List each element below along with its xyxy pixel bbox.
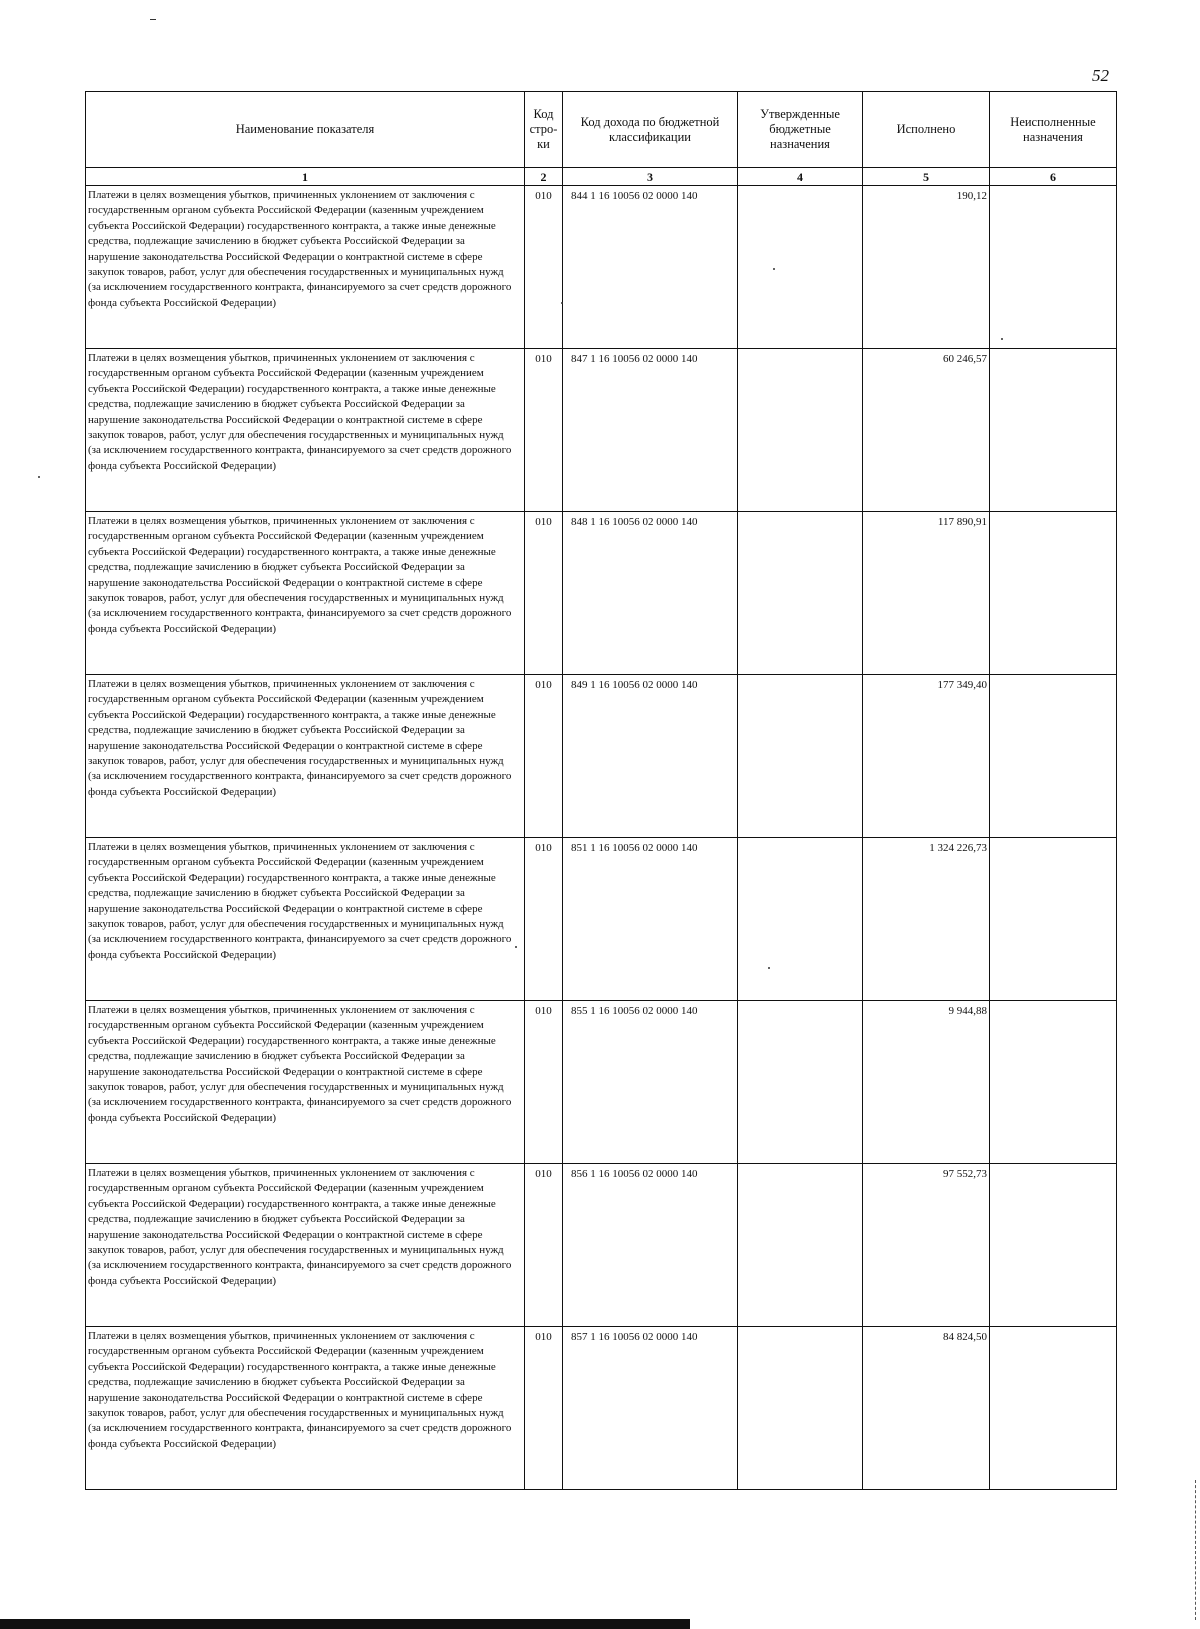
row-name-cell: Платежи в целях возмещения убытков, причиненных уклонением от заключения с государственным органом субъекта Российской Федерации (казенным учреждением субъекта Российской Федерации) государственного контракта, а также иные денежные средства, подлежащие зачислению в бюджет субъекта Российской Федерации за нарушение законодательства Российской Федерации о контрактной системе в сфере закупок товаров, работ, услуг для обеспечения государственных и муниципальных нужд (за исключением государственного контракта, финансируемого за счет средств дорожного фонда субъекта Российской Федерации) [86,1327,525,1490]
row-unexecuted-cell [990,1001,1117,1164]
row-executed-cell: 9 944,88 [863,1001,990,1164]
scan-speck [773,268,775,270]
table-header-row [86,92,1117,168]
row-approved-cell [738,512,863,675]
column-number: 6 [990,168,1117,186]
row-income-code-cell: 857 1 16 10056 02 0000 140 [563,1327,738,1490]
row-line-code-cell: 010 [525,1327,563,1490]
row-executed-cell: 60 246,57 [863,349,990,512]
scan-mark-top [150,19,156,20]
row-income-code-cell: 847 1 16 10056 02 0000 140 [563,349,738,512]
row-name-cell: Платежи в целях возмещения убытков, причиненных уклонением от заключения с государственным органом субъекта Российской Федерации (казенным учреждением субъекта Российской Федерации) государственного контракта, а также иные денежные средства, подлежащие зачислению в бюджет субъекта Российской Федерации за нарушение законодательства Российской Федерации о контрактной системе в сфере закупок товаров, работ, услуг для обеспечения государственных и муниципальных нужд (за исключением государственного контракта, финансируемого за счет средств дорожного фонда субъекта Российской Федерации) [86,512,525,675]
row-name-cell: Платежи в целях возмещения убытков, причиненных уклонением от заключения с государственным органом субъекта Российской Федерации (казенным учреждением субъекта Российской Федерации) государственного контракта, а также иные денежные средства, подлежащие зачислению в бюджет субъекта Российской Федерации за нарушение законодательства Российской Федерации о контрактной системе в сфере закупок товаров, работ, услуг для обеспечения государственных и муниципальных нужд (за исключением государственного контракта, финансируемого за счет средств дорожного фонда субъекта Российской Федерации) [86,838,525,1001]
row-unexecuted-cell [990,1164,1117,1327]
scan-edge-bar [0,1619,690,1629]
row-executed-cell: 117 890,91 [863,512,990,675]
row-approved-cell [738,186,863,349]
column-number: 5 [863,168,990,186]
row-unexecuted-cell [990,1327,1117,1490]
row-executed-cell: 190,12 [863,186,990,349]
row-approved-cell [738,1164,863,1327]
row-line-code-cell: 010 [525,186,563,349]
row-unexecuted-cell [990,838,1117,1001]
header-line-code: Код стро- ки [525,92,563,168]
table-row [86,1001,1117,1164]
row-line-code-cell: 010 [525,675,563,838]
row-executed-cell: 97 552,73 [863,1164,990,1327]
header-executed: Исполнено [863,92,990,168]
budget-report-table [85,91,1117,1490]
row-income-code-cell: 848 1 16 10056 02 0000 140 [563,512,738,675]
table-row [86,1327,1117,1490]
row-unexecuted-cell [990,675,1117,838]
row-name-cell: Платежи в целях возмещения убытков, причиненных уклонением от заключения с государственным органом субъекта Российской Федерации (казенным учреждением субъекта Российской Федерации) государственного контракта, а также иные денежные средства, подлежащие зачислению в бюджет субъекта Российской Федерации за нарушение законодательства Российской Федерации о контрактной системе в сфере закупок товаров, работ, услуг для обеспечения государственных и муниципальных нужд (за исключением государственного контракта, финансируемого за счет средств дорожного фонда субъекта Российской Федерации) [86,1001,525,1164]
scan-speck [38,476,40,478]
table-row [86,186,1117,349]
table-row [86,675,1117,838]
row-executed-cell: 84 824,50 [863,1327,990,1490]
row-unexecuted-cell [990,186,1117,349]
header-approved: Утвержденные бюджетные назначения [738,92,863,168]
row-income-code-cell: 844 1 16 10056 02 0000 140 [563,186,738,349]
scan-speck [1001,338,1003,340]
row-name-cell: Платежи в целях возмещения убытков, причиненных уклонением от заключения с государственным органом субъекта Российской Федерации (казенным учреждением субъекта Российской Федерации) государственного контракта, а также иные денежные средства, подлежащие зачислению в бюджет субъекта Российской Федерации за нарушение законодательства Российской Федерации о контрактной системе в сфере закупок товаров, работ, услуг для обеспечения государственных и муниципальных нужд (за исключением государственного контракта, финансируемого за счет средств дорожного фонда субъекта Российской Федерации) [86,349,525,512]
row-line-code-cell: 010 [525,1001,563,1164]
table-row [86,838,1117,1001]
row-executed-cell: 1 324 226,73 [863,838,990,1001]
row-approved-cell [738,1327,863,1490]
row-line-code-cell: 010 [525,512,563,675]
row-name-cell: Платежи в целях возмещения убытков, причиненных уклонением от заключения с государственным органом субъекта Российской Федерации (казенным учреждением субъекта Российской Федерации) государственного контракта, а также иные денежные средства, подлежащие зачислению в бюджет субъекта Российской Федерации за нарушение законодательства Российской Федерации о контрактной системе в сфере закупок товаров, работ, услуг для обеспечения государственных и муниципальных нужд (за исключением государственного контракта, финансируемого за счет средств дорожного фонда субъекта Российской Федерации) [86,186,525,349]
header-name: Наименование показателя [86,92,525,168]
scan-mark-right [1195,1480,1198,1620]
row-income-code-cell: 855 1 16 10056 02 0000 140 [563,1001,738,1164]
column-number: 1 [86,168,525,186]
row-income-code-cell: 849 1 16 10056 02 0000 140 [563,675,738,838]
row-approved-cell [738,349,863,512]
row-approved-cell [738,675,863,838]
scan-speck [561,302,563,304]
table-row [86,512,1117,675]
row-line-code-cell: 010 [525,349,563,512]
column-number: 3 [563,168,738,186]
scan-speck [515,946,517,948]
row-unexecuted-cell [990,512,1117,675]
row-income-code-cell: 851 1 16 10056 02 0000 140 [563,838,738,1001]
row-income-code-cell: 856 1 16 10056 02 0000 140 [563,1164,738,1327]
scan-speck [768,967,770,969]
column-number-row [86,168,1117,186]
row-line-code-cell: 010 [525,1164,563,1327]
row-name-cell: Платежи в целях возмещения убытков, причиненных уклонением от заключения с государственным органом субъекта Российской Федерации (казенным учреждением субъекта Российской Федерации) государственного контракта, а также иные денежные средства, подлежащие зачислению в бюджет субъекта Российской Федерации за нарушение законодательства Российской Федерации о контрактной системе в сфере закупок товаров, работ, услуг для обеспечения государственных и муниципальных нужд (за исключением государственного контракта, финансируемого за счет средств дорожного фонда субъекта Российской Федерации) [86,1164,525,1327]
row-line-code-cell: 010 [525,838,563,1001]
header-unexecuted: Неисполненные назначения [990,92,1117,168]
page-number: 52 [1092,66,1109,85]
table-row [86,349,1117,512]
table-row [86,1164,1117,1327]
row-approved-cell [738,838,863,1001]
column-number: 4 [738,168,863,186]
row-unexecuted-cell [990,349,1117,512]
header-income-code: Код дохода по бюджетной классификации [563,92,738,168]
column-number: 2 [525,168,563,186]
row-executed-cell: 177 349,40 [863,675,990,838]
row-name-cell: Платежи в целях возмещения убытков, причиненных уклонением от заключения с государственным органом субъекта Российской Федерации (казенным учреждением субъекта Российской Федерации) государственного контракта, а также иные денежные средства, подлежащие зачислению в бюджет субъекта Российской Федерации за нарушение законодательства Российской Федерации о контрактной системе в сфере закупок товаров, работ, услуг для обеспечения государственных и муниципальных нужд (за исключением государственного контракта, финансируемого за счет средств дорожного фонда субъекта Российской Федерации) [86,675,525,838]
row-approved-cell [738,1001,863,1164]
